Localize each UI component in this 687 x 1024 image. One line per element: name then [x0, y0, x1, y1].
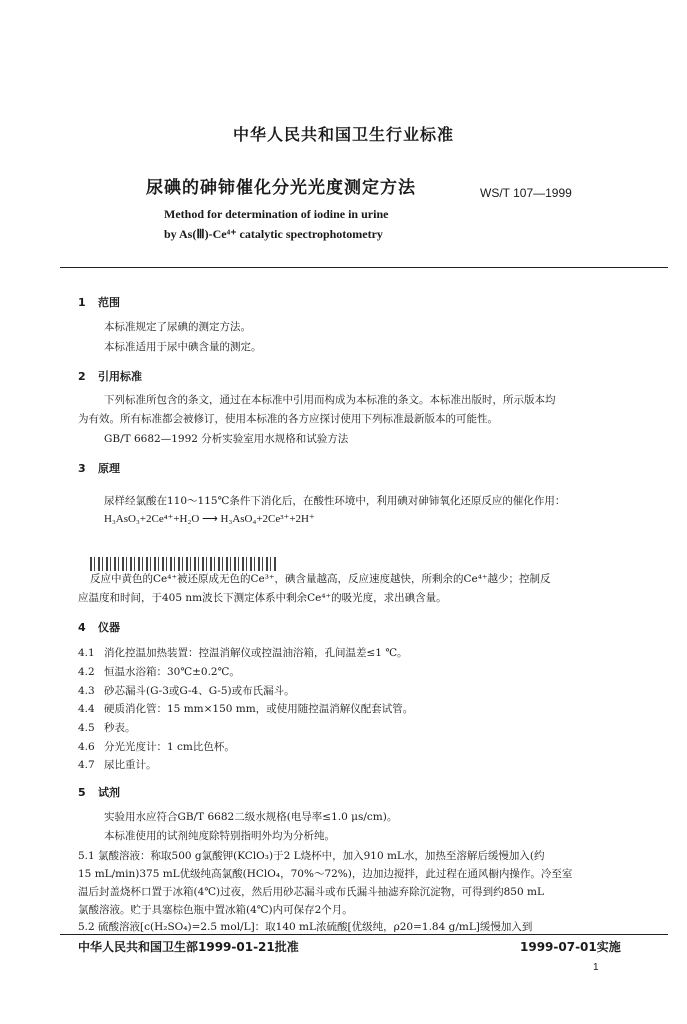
list-item	[78, 645, 408, 660]
english-title-line2: by As(Ⅲ)-Ce⁴⁺ catalytic spectrophotometry	[164, 227, 383, 241]
paragraph: 氯酸溶液。贮于具塞棕色瓶中置冰箱(4℃)内可保存2个月。	[78, 904, 353, 916]
paragraph: 5.1 氯酸溶液：称取500 g氯酸钾(KClO₃)于2 L烧杯中，加入910 mL水，加热至溶解后缓慢加入(约	[78, 850, 545, 862]
section-title: 范围	[98, 296, 120, 309]
item-number: 4.3	[78, 685, 95, 697]
section-number: 5	[78, 786, 86, 799]
item-number: 4.1	[78, 647, 95, 659]
paragraph: 应温度和时间，于405 nm波长下测定体系中剩余Ce⁴⁺的吸光度，求出碘含量。	[78, 592, 447, 604]
reference-entry: GB/T 6682—1992 分析实验室用水规格和试验方法	[104, 433, 349, 445]
document-title: 尿碘的砷铈催化分光光度测定方法	[146, 178, 416, 198]
item-number: 4.4	[78, 703, 95, 715]
section-title: 仪器	[98, 621, 120, 634]
paragraph: 实验用水应符合GB/T 6682二级水规格(电导率≤1.0 μs/cm)。	[104, 811, 398, 823]
section-4-heading	[78, 619, 120, 635]
item-text: 恒温水浴箱：30℃±0.2℃。	[104, 666, 240, 678]
section-number: 3	[78, 462, 86, 475]
list-item	[78, 757, 157, 772]
item-text: 分光光度计：1 cm比色杯。	[104, 741, 235, 753]
paragraph: 本标准规定了尿碘的测定方法。	[104, 321, 251, 333]
section-5-heading	[78, 784, 120, 800]
item-number: 4.2	[78, 666, 95, 678]
paragraph: 尿样经氯酸在110～115℃条件下消化后，在酸性环境中，利用碘对砷铈氧化还原反应的催化作用：	[104, 495, 566, 507]
paragraph: 下列标准所包含的条文，通过在本标准中引用而构成为本标准的条文。本标准出版时，所示版本均	[104, 394, 556, 406]
paragraph: 为有效。所有标准都会被修订，使用本标准的各方应探讨使用下列标准最新版本的可能性。	[78, 413, 498, 425]
section-1-heading	[78, 294, 120, 310]
paragraph: 温后封盖烧杯口置于冰箱(4℃)过夜，然后用砂芯漏斗或布氏漏斗抽滤弃除沉淀物，可得到约850 mL	[78, 886, 544, 898]
list-item	[78, 683, 295, 698]
paragraph: 本标准适用于尿中碘含量的测定。	[104, 341, 262, 353]
item-number: 4.6	[78, 741, 95, 753]
section-number: 2	[78, 370, 86, 383]
item-text: 消化控温加热装置：控温消解仪或控温油浴箱，孔间温差≤1 ℃。	[104, 647, 408, 659]
list-item	[78, 701, 413, 716]
page-number: 1	[593, 962, 599, 973]
section-number: 1	[78, 296, 86, 309]
standard-number: WS/T 107—1999	[480, 186, 572, 200]
item-text: 秒表。	[104, 722, 136, 734]
english-title-line1: Method for determination of iodine in urine	[164, 207, 389, 221]
item-number: 4.7	[78, 759, 95, 771]
section-title: 引用标准	[98, 370, 142, 383]
section-3-heading	[78, 460, 120, 476]
approval-line: 中华人民共和国卫生部1999-01-21批准	[78, 940, 299, 954]
paragraph: 5.2 硫酸溶液[c(H₂SO₄)=2.5 mol/L]：取140 mL浓硫酸[优级纯，ρ20=1.84 g/mL]缓慢加入到	[78, 921, 533, 933]
item-text: 硬质消化管：15 mm×150 mm，或使用随控温消解仪配套试管。	[104, 703, 414, 715]
list-item	[78, 664, 240, 679]
paragraph: 15 mL/min)375 mL优级纯高氯酸(HClO₄，70%～72%)，边加边搅拌，此过程在通风橱内操作。冷至室	[78, 868, 573, 880]
item-text: 尿比重计。	[104, 759, 157, 771]
section-title: 试剂	[98, 786, 120, 799]
implementation-date: 1999-07-01实施	[520, 940, 621, 954]
section-number: 4	[78, 621, 86, 634]
reaction-equation: H₃AsO₃+2Ce⁴⁺+H₂O ⟶ H₃AsO₄+2Ce³⁺+2H⁺	[104, 513, 315, 525]
header-divider	[60, 267, 668, 268]
paragraph: 本标准使用的试剂纯度除特别指明外均为分析纯。	[104, 830, 335, 842]
section-title: 原理	[98, 462, 120, 475]
paragraph: 反应中黄色的Ce⁴⁺被还原成无色的Ce³⁺，碘含量越高，反应速度越快，所剩余的Ce⁴⁺越少；控制反	[90, 573, 551, 585]
list-item	[78, 720, 136, 735]
footer-divider	[60, 934, 668, 935]
item-number: 4.5	[78, 722, 95, 734]
section-2-heading	[78, 368, 142, 384]
list-item	[78, 739, 235, 754]
ministry-heading: 中华人民共和国卫生行业标准	[232, 125, 454, 144]
scan-artifact	[90, 557, 278, 571]
item-text: 砂芯漏斗(G-3或G-4、G-5)或布氏漏斗。	[104, 685, 295, 697]
